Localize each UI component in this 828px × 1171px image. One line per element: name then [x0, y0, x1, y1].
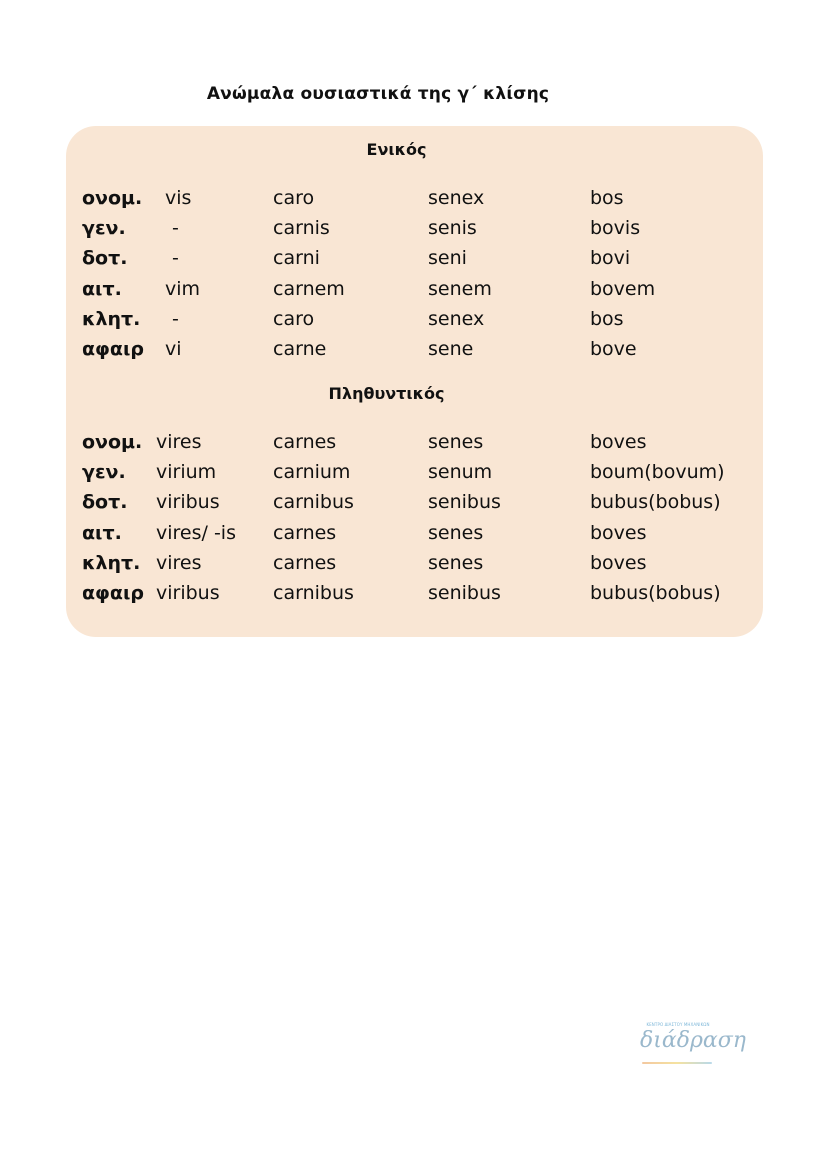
case-label: αιτ. — [82, 277, 122, 300]
singular-table — [66, 184, 763, 365]
table-row — [66, 458, 763, 488]
caro-form: carnium — [273, 461, 351, 484]
caro-form: carni — [273, 247, 320, 270]
bos-form: bos — [590, 187, 624, 209]
table-row — [66, 579, 763, 609]
bos-form: boves — [590, 551, 647, 574]
table-row — [66, 488, 763, 518]
case-label: δοτ. — [82, 491, 128, 514]
senex-form: senex — [428, 307, 485, 330]
senex-form: senibus — [428, 581, 501, 604]
vis-form: viribus — [156, 491, 220, 514]
table-row — [66, 519, 763, 549]
diadrasi-logo — [636, 1022, 746, 1070]
bos-form: boum(bovum) — [590, 461, 725, 484]
case-label: ονομ. — [82, 187, 143, 209]
plural-table — [66, 428, 763, 609]
case-label: δοτ. — [82, 247, 128, 270]
vis-form: - — [172, 247, 179, 270]
logo-wordmark: διάδραση — [640, 1028, 746, 1053]
table-row — [66, 549, 763, 579]
table-row — [66, 305, 763, 335]
vis-form: vires — [156, 431, 202, 453]
vis-form: virium — [156, 461, 217, 484]
table-row — [66, 275, 763, 305]
case-label: ονομ. — [82, 431, 143, 453]
case-label: αφαιρ — [82, 337, 144, 360]
bos-form: boves — [590, 431, 647, 453]
caro-form: carnes — [273, 551, 337, 574]
senex-form: senes — [428, 431, 484, 453]
bos-form: boves — [590, 521, 647, 544]
caro-form: caro — [273, 187, 315, 209]
vis-form: - — [172, 307, 179, 330]
vis-form: vi — [165, 337, 182, 360]
bos-form: bos — [590, 307, 624, 330]
singular-heading: Ενικός — [366, 140, 427, 159]
caro-form: carnes — [273, 431, 337, 453]
vis-form: vires — [156, 551, 202, 574]
table-row — [66, 428, 763, 458]
logo-tagline: ΚΕΝΤΡΟ ΔΙΑΣΤΟΥ ΜΗΧΑΝΙΚΩΝ — [646, 1022, 710, 1027]
table-row — [66, 214, 763, 244]
vis-form: viribus — [156, 581, 220, 604]
table-row — [66, 244, 763, 274]
case-label: κλητ. — [82, 307, 141, 330]
senex-form: sene — [428, 337, 474, 360]
senex-form: senis — [428, 217, 477, 240]
case-label: κλητ. — [82, 551, 141, 574]
case-label: αφαιρ — [82, 581, 144, 604]
bos-form: bubus(bobus) — [590, 581, 721, 604]
case-label: γεν. — [82, 217, 126, 240]
page-title: Ανώμαλα ουσιαστικά της γ΄ κλίσης — [206, 84, 550, 104]
senex-form: senex — [428, 187, 485, 209]
table-row — [66, 184, 763, 214]
logo-underline — [642, 1062, 712, 1064]
vis-form: vis — [165, 187, 192, 209]
caro-form: carne — [273, 337, 327, 360]
bos-form: bubus(bobus) — [590, 491, 721, 514]
caro-form: carnem — [273, 277, 345, 300]
vis-form: - — [172, 217, 179, 240]
senex-form: senes — [428, 521, 484, 544]
senex-form: senes — [428, 551, 484, 574]
vis-form: vim — [165, 277, 201, 300]
bos-form: bovis — [590, 217, 641, 240]
caro-form: carnibus — [273, 491, 354, 514]
senex-form: senum — [428, 461, 493, 484]
senex-form: seni — [428, 247, 467, 270]
bos-form: bove — [590, 337, 637, 360]
vis-form: vires/ -is — [156, 521, 236, 544]
caro-form: carnibus — [273, 581, 354, 604]
bos-form: bovem — [590, 277, 656, 300]
bos-form: bovi — [590, 247, 631, 270]
case-label: γεν. — [82, 461, 126, 484]
senex-form: senibus — [428, 491, 501, 514]
caro-form: carnis — [273, 217, 330, 240]
caro-form: caro — [273, 307, 315, 330]
case-label: αιτ. — [82, 521, 122, 544]
caro-form: carnes — [273, 521, 337, 544]
table-row — [66, 335, 763, 365]
declension-panel — [66, 126, 763, 637]
plural-heading: Πληθυντικός — [328, 384, 445, 403]
senex-form: senem — [428, 277, 492, 300]
